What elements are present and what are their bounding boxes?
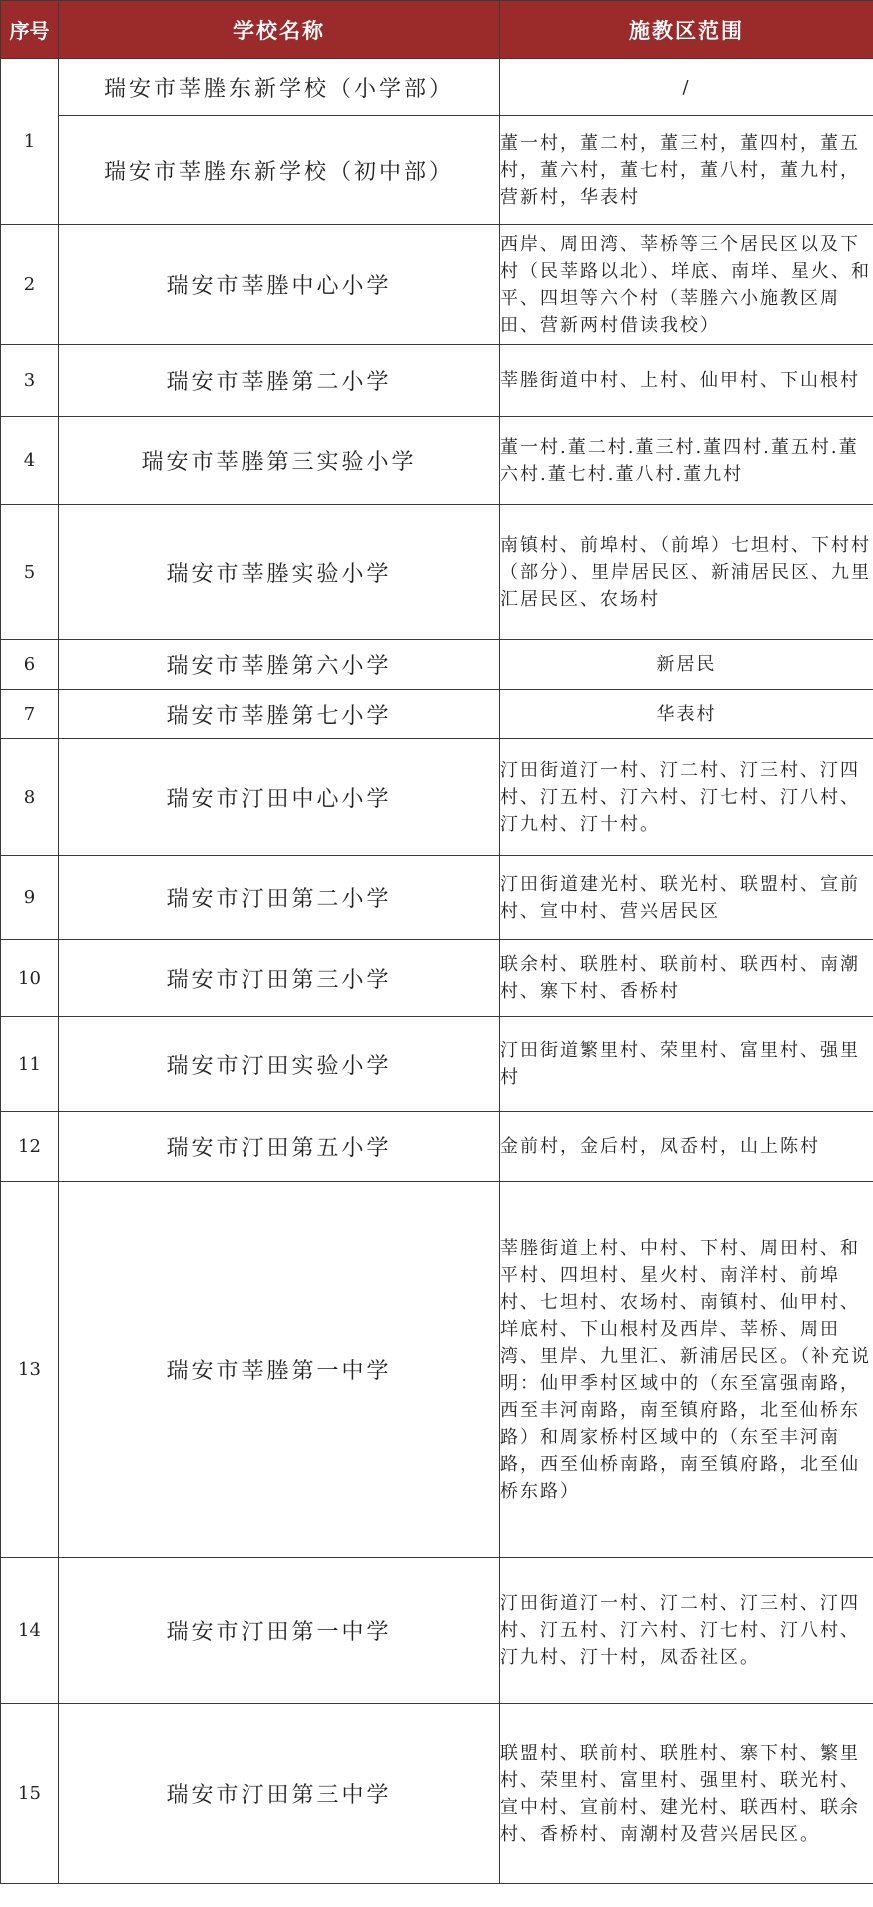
table-row: [1, 1558, 873, 1704]
school-name: 瑞安市莘塍第六小学: [59, 640, 500, 690]
school-name: 瑞安市汀田第五小学: [59, 1112, 500, 1182]
table-row: [1, 1704, 873, 1884]
table-header-row: [1, 1, 873, 59]
district-area: 联盟村、联前村、联胜村、寨下村、繁里村、荣里村、富里村、强里村、联光村、宣中村、宣前村、建光村、联西村、联余村、香桥村、南潮村及营兴居民区。: [500, 1704, 873, 1884]
school-name: 瑞安市莘塍第七小学: [59, 690, 500, 739]
row-no: 9: [1, 856, 59, 940]
district-area: 汀田街道汀一村、汀二村、汀三村、汀四村、汀五村、汀六村、汀七村、汀八村、汀九村、汀十村。: [500, 739, 873, 856]
row-no: 10: [1, 940, 59, 1017]
school-name: 瑞安市莘塍第二小学: [59, 345, 500, 417]
table-row: [1, 1182, 873, 1558]
table-row: [1, 59, 873, 116]
table-row: [1, 345, 873, 417]
district-area: 董一村.董二村.董三村.董四村.董五村.董六村.董七村.董八村.董九村: [500, 417, 873, 505]
district-area: 汀田街道繁里村、荣里村、富里村、强里村: [500, 1017, 873, 1112]
district-area: 董一村，董二村，董三村，董四村，董五村，董六村，董七村，董八村，董九村，营新村，华表村: [500, 116, 873, 225]
district-area: 莘塍街道上村、中村、下村、周田村、和平村、四坦村、星火村、南洋村、前埠村、七坦村、农场村、南镇村、仙甲村、垟底村、下山根村及西岸、莘桥、周田湾、里岸、九里汇、新浦居民区。（补充说明：仙甲季村区域中的（东至富强南路，西至丰河南路，南至镇府路，北至仙桥东路）和周家桥村区域中的（东至丰河南路，西至仙桥南路，南至镇府路，北至仙桥东路）: [500, 1182, 873, 1558]
school-name: 瑞安市汀田第三小学: [59, 940, 500, 1017]
school-name: 瑞安市莘塍第三实验小学: [59, 417, 500, 505]
table-row: [1, 116, 873, 225]
school-name: 瑞安市莘塍实验小学: [59, 505, 500, 640]
table-row: [1, 225, 873, 345]
school-name: 瑞安市莘塍第一中学: [59, 1182, 500, 1558]
table-row: [1, 739, 873, 856]
row-no: 11: [1, 1017, 59, 1112]
district-area: 汀田街道汀一村、汀二村、汀三村、汀四村、汀五村、汀六村、汀七村、汀八村、汀九村、汀十村，凤岙社区。: [500, 1558, 873, 1704]
table-row: [1, 1112, 873, 1182]
row-no: 6: [1, 640, 59, 690]
school-name: 瑞安市汀田实验小学: [59, 1017, 500, 1112]
school-name: 瑞安市莘塍中心小学: [59, 225, 500, 345]
row-no: 7: [1, 690, 59, 739]
row-no: 14: [1, 1558, 59, 1704]
school-name: 瑞安市汀田第二小学: [59, 856, 500, 940]
header-school-name: 学校名称: [59, 1, 500, 59]
district-area: 新居民: [500, 640, 873, 690]
row-no: 2: [1, 225, 59, 345]
row-no: 3: [1, 345, 59, 417]
district-area: 汀田街道建光村、联光村、联盟村、宣前村、宣中村、营兴居民区: [500, 856, 873, 940]
school-name: 瑞安市汀田中心小学: [59, 739, 500, 856]
school-name: 瑞安市莘塍东新学校（初中部）: [59, 116, 500, 225]
row-no: 8: [1, 739, 59, 856]
header-district-area: 施教区范围: [500, 1, 873, 59]
district-area: 西岸、周田湾、莘桥等三个居民区以及下村（民莘路以北）、垟底、南垟、星火、和平、四坦等六个村（莘塍六小施教区周田、营新两村借读我校）: [500, 225, 873, 345]
row-no: 12: [1, 1112, 59, 1182]
school-name: 瑞安市莘塍东新学校（小学部）: [59, 59, 500, 116]
district-area: 莘塍街道中村、上村、仙甲村、下山根村: [500, 345, 873, 417]
header-no: 序号: [1, 1, 59, 59]
table-row: [1, 940, 873, 1017]
row-no: 13: [1, 1182, 59, 1558]
district-area: /: [500, 59, 873, 116]
table-row: [1, 640, 873, 690]
table-row: [1, 417, 873, 505]
table-row: [1, 856, 873, 940]
row-no: 1: [1, 59, 59, 225]
row-no: 5: [1, 505, 59, 640]
district-area: 华表村: [500, 690, 873, 739]
row-no: 15: [1, 1704, 59, 1884]
school-name: 瑞安市汀田第三中学: [59, 1704, 500, 1884]
table-row: [1, 690, 873, 739]
school-name: 瑞安市汀田第一中学: [59, 1558, 500, 1704]
table-row: [1, 1017, 873, 1112]
row-no: 4: [1, 417, 59, 505]
district-area: 南镇村、前埠村、（前埠）七坦村、下村村（部分）、里岸居民区、新浦居民区、九里汇居民区、农场村: [500, 505, 873, 640]
table-row: [1, 505, 873, 640]
district-area: 金前村，金后村，凤岙村，山上陈村: [500, 1112, 873, 1182]
district-area: 联余村、联胜村、联前村、联西村、南潮村、寨下村、香桥村: [500, 940, 873, 1017]
